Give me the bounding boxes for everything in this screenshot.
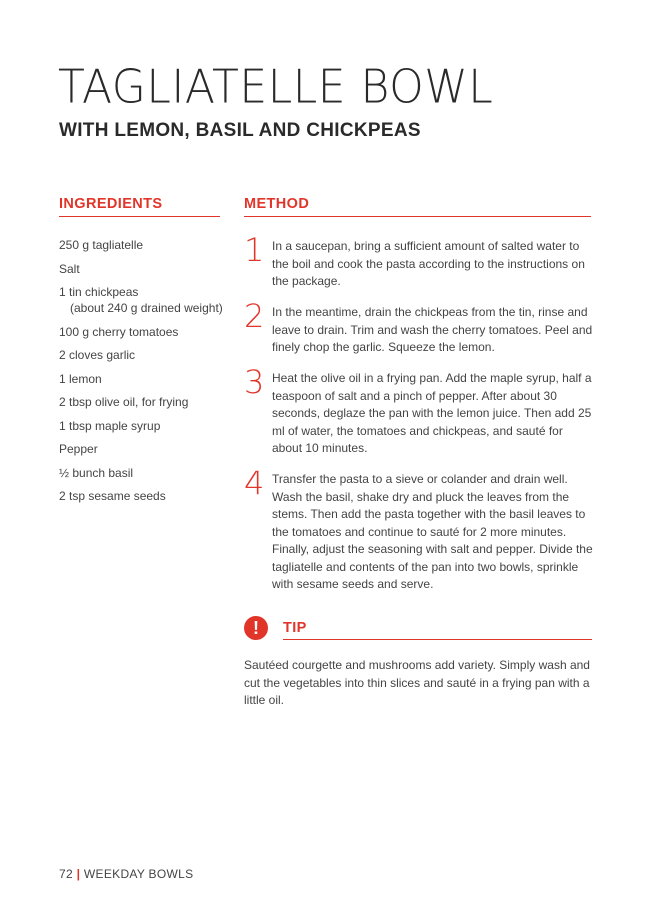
ingredients-heading: INGREDIENTS — [59, 196, 220, 217]
step-number: 4 — [244, 464, 265, 502]
footer-separator: | — [76, 867, 81, 881]
ingredient-item: 2 tbsp olive oil, for frying — [59, 395, 189, 409]
section-name: WEEKDAY BOWLS — [83, 867, 194, 881]
step-text: In the meantime, drain the chickpeas from the tin, rinse and leave to drain. Trim and wash the cherry tomatoes. Peel and finely chop the garlic. Squeeze the lemon. — [272, 305, 593, 354]
ingredient-item: 1 tin chickpeas (about 240 g drained weight) — [59, 285, 223, 315]
recipe-title: TAGLIATELLE BOWL — [58, 60, 494, 115]
ingredient-item: Pepper — [59, 442, 98, 456]
method-step-3 — [244, 363, 594, 458]
step-text: In a saucepan, bring a sufficient amount of salted water to the boil and cook the pasta according to the instructions on the package. — [272, 239, 585, 288]
tip-text: Sautéed courgette and mushrooms add variety. Simply wash and cut the vegetables into thin slices and sauté in a frying pan with a little oil. — [244, 658, 590, 707]
ingredients-list — [59, 237, 229, 512]
ingredient-item: Salt — [59, 261, 80, 276]
method-step-2 — [244, 297, 594, 357]
ingredient-item: 2 cloves garlic — [59, 348, 136, 362]
tip-heading: TIP — [283, 620, 592, 640]
page-footer — [59, 867, 193, 881]
page-number: 72 — [59, 867, 73, 881]
step-text: Transfer the pasta to a sieve or colander and drain well. Wash the basil, shake dry and pluck the leaves from the stems. Then add the pasta together with the basil leaves to the tomatoes and continue to sauté for 2 more minutes. Finally, adjust the seasoning with salt and pepper. Divide the tagliatelle and contents of the pan into two bowls, sprinkle with sesame seeds and serve. — [272, 472, 593, 591]
method-step-4 — [244, 464, 594, 594]
ingredient-item: 250 g tagliatelle — [59, 238, 144, 252]
ingredient-item: 1 tbsp maple syrup — [59, 418, 161, 433]
recipe-subtitle: WITH LEMON, BASIL AND CHICKPEAS — [59, 120, 421, 141]
ingredient-item: 2 tsp sesame seeds — [59, 489, 166, 503]
method-heading: METHOD — [244, 196, 591, 217]
exclamation-icon: ! — [244, 616, 268, 640]
ingredient-item: ½ bunch basil — [59, 465, 134, 480]
ingredient-item: 1 lemon — [59, 371, 102, 386]
ingredient-item: 100 g cherry tomatoes — [59, 324, 179, 339]
step-number: 3 — [244, 363, 265, 401]
step-text: Heat the olive oil in a frying pan. Add the maple syrup, half a teaspoon of salt and a pinch of pepper. After about 30 seconds, deglaze the pan with the lemon juice. Then add 25 ml of water, the tomatoes and chickpeas, and sauté for about 10 minutes. — [272, 371, 592, 455]
method-step-1 — [244, 231, 594, 291]
step-number: 1 — [244, 231, 265, 269]
step-number: 2 — [244, 297, 265, 335]
